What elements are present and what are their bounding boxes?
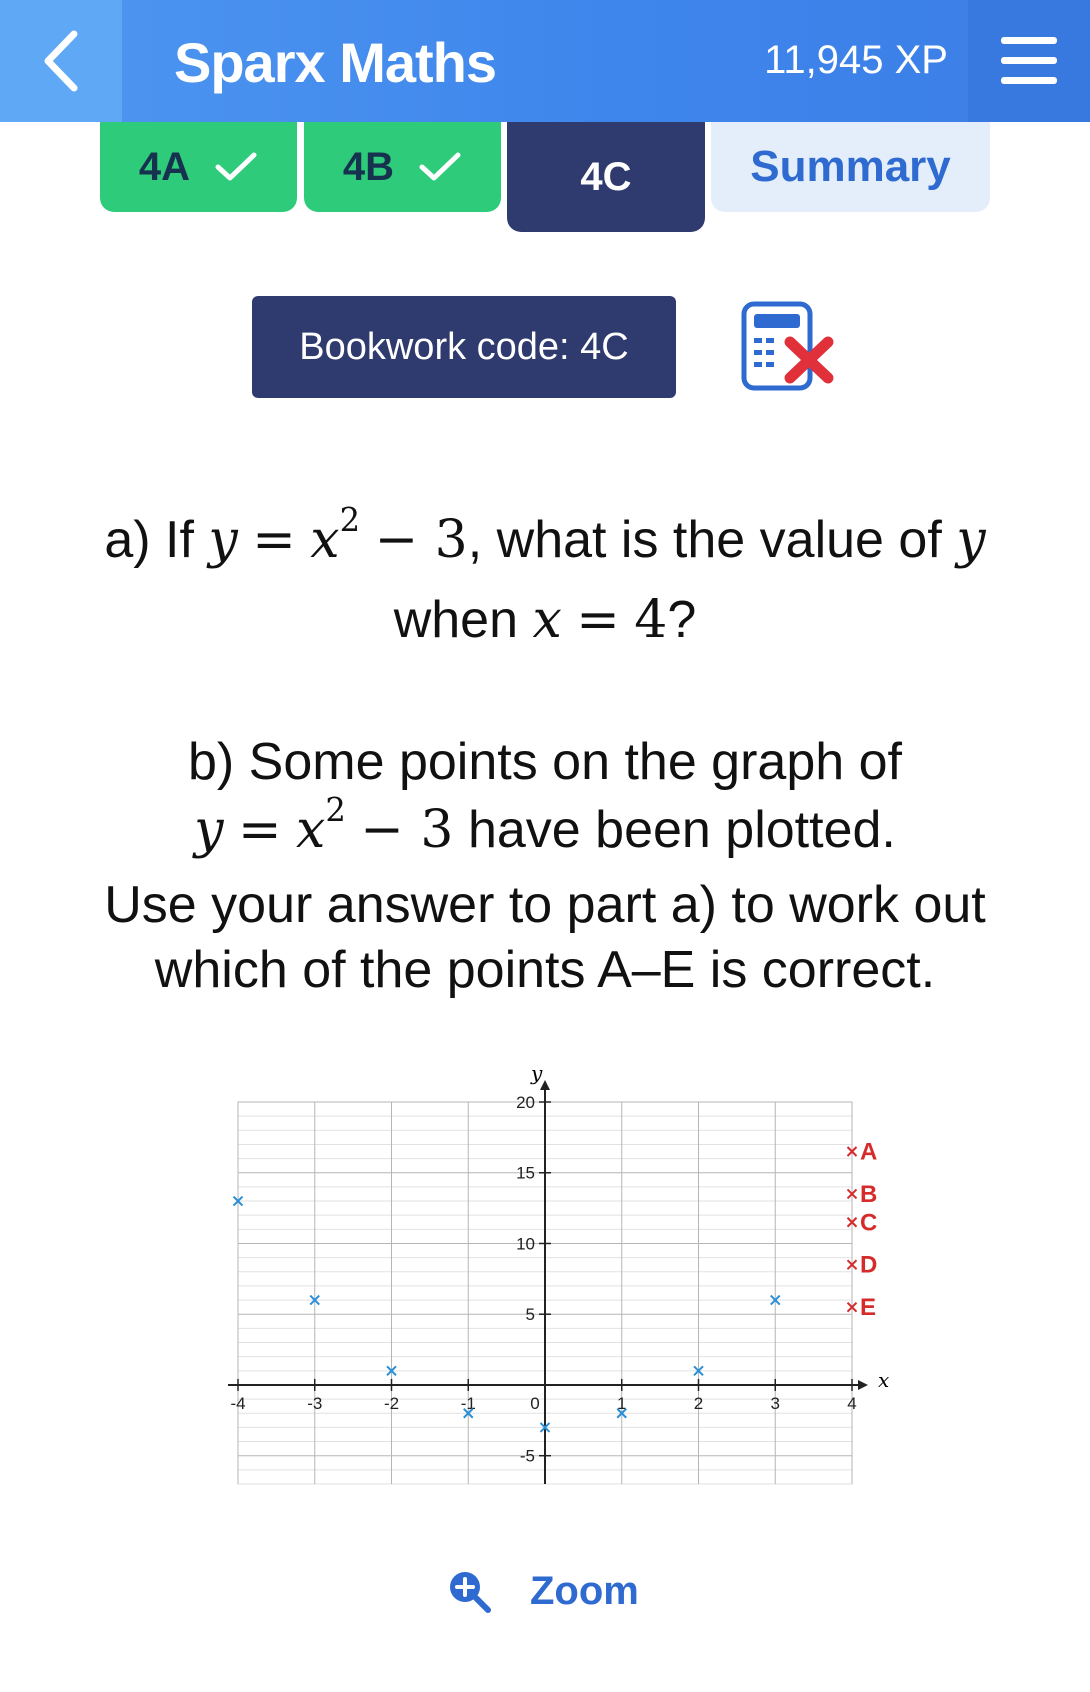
point-label: D [860,1251,878,1279]
bookwork-code-badge [252,296,676,398]
question-b-line1: b) Some points on the graph of [187,733,902,791]
y-tick-label: -5 [519,1446,535,1466]
back-button[interactable] [0,0,122,122]
point-label: C [860,1209,878,1237]
x-tick-label: 2 [693,1393,704,1413]
question-mark: ? [667,591,697,649]
math-minus-three: − 3 [360,800,454,860]
math-equals: = [237,800,282,860]
y-tick-label: 5 [525,1305,535,1325]
zoom-label: Zoom [530,1568,639,1613]
y-tick-label: 15 [516,1163,535,1183]
math-y: y [194,800,224,860]
y-tick-label: 10 [516,1234,535,1254]
x-tick-label: -3 [307,1393,323,1413]
math-four: 4 [634,590,668,650]
point-label: E [860,1294,877,1322]
math-y: y [956,510,986,570]
x-tick-label: -4 [230,1393,246,1413]
quadratic-graph[interactable] [205,1050,905,1510]
question-a-line1 [0,501,1090,570]
y-tick-label: 20 [516,1093,535,1112]
y-axis-label: y [531,1061,543,1085]
question-b-line3: Use your answer to part a) to work out [104,876,986,934]
math-minus-three: − 3 [374,510,468,570]
math-equals: = [576,590,620,650]
calculator-not-allowed-icon [740,300,836,396]
question-a-when: when [393,591,519,649]
x-tick-label: 3 [770,1393,780,1413]
check-icon [214,151,258,183]
check-icon [418,151,462,183]
menu-button[interactable] [968,0,1090,122]
question-a-prefix: a) If [104,511,194,569]
math-exponent: 2 [325,791,346,830]
app-title: Sparx Maths [174,31,496,94]
tab-4c[interactable] [507,122,705,232]
math-x: x [296,800,326,860]
x-axis-arrow [858,1380,868,1390]
tab-4b[interactable] [304,122,501,212]
bookwork-code-label: Bookwork code: 4C [299,325,629,368]
point-label: B [860,1180,878,1208]
tab-4a-label: 4A [138,144,191,189]
hamburger-menu-icon [999,33,1059,89]
math-x: x [310,510,340,570]
chevron-left-icon [36,26,86,96]
tab-summary[interactable] [711,122,990,212]
math-y: y [208,510,238,570]
question-b-line2 [0,791,1090,860]
question-a-line2 [0,590,1090,650]
math-exponent: 2 [339,501,361,540]
top-bar [0,0,1090,122]
zoom-button[interactable] [446,1568,639,1614]
question-a-mid: , what is the value of [467,511,942,569]
x-tick-label: -2 [383,1393,400,1413]
x-tick-label: 0 [530,1393,540,1413]
x-tick-label: 4 [847,1393,857,1413]
tab-4b-label: 4B [342,144,395,189]
tab-4c-label: 4C [580,154,632,199]
x-tick-label: 1 [617,1393,627,1413]
question-b-tail: have been plotted. [467,801,896,859]
zoom-in-icon [446,1568,492,1614]
point-label: A [860,1138,878,1166]
math-x: x [532,590,562,650]
math-equals: = [252,510,296,570]
tab-summary-label: Summary [750,142,951,191]
tab-4a[interactable] [100,122,297,212]
x-tick-label: -1 [460,1393,476,1413]
xp-counter: 11,945 XP [764,38,948,82]
x-axis-label: x [878,1367,890,1392]
question-b-line4: which of the points A–E is correct. [154,941,936,999]
